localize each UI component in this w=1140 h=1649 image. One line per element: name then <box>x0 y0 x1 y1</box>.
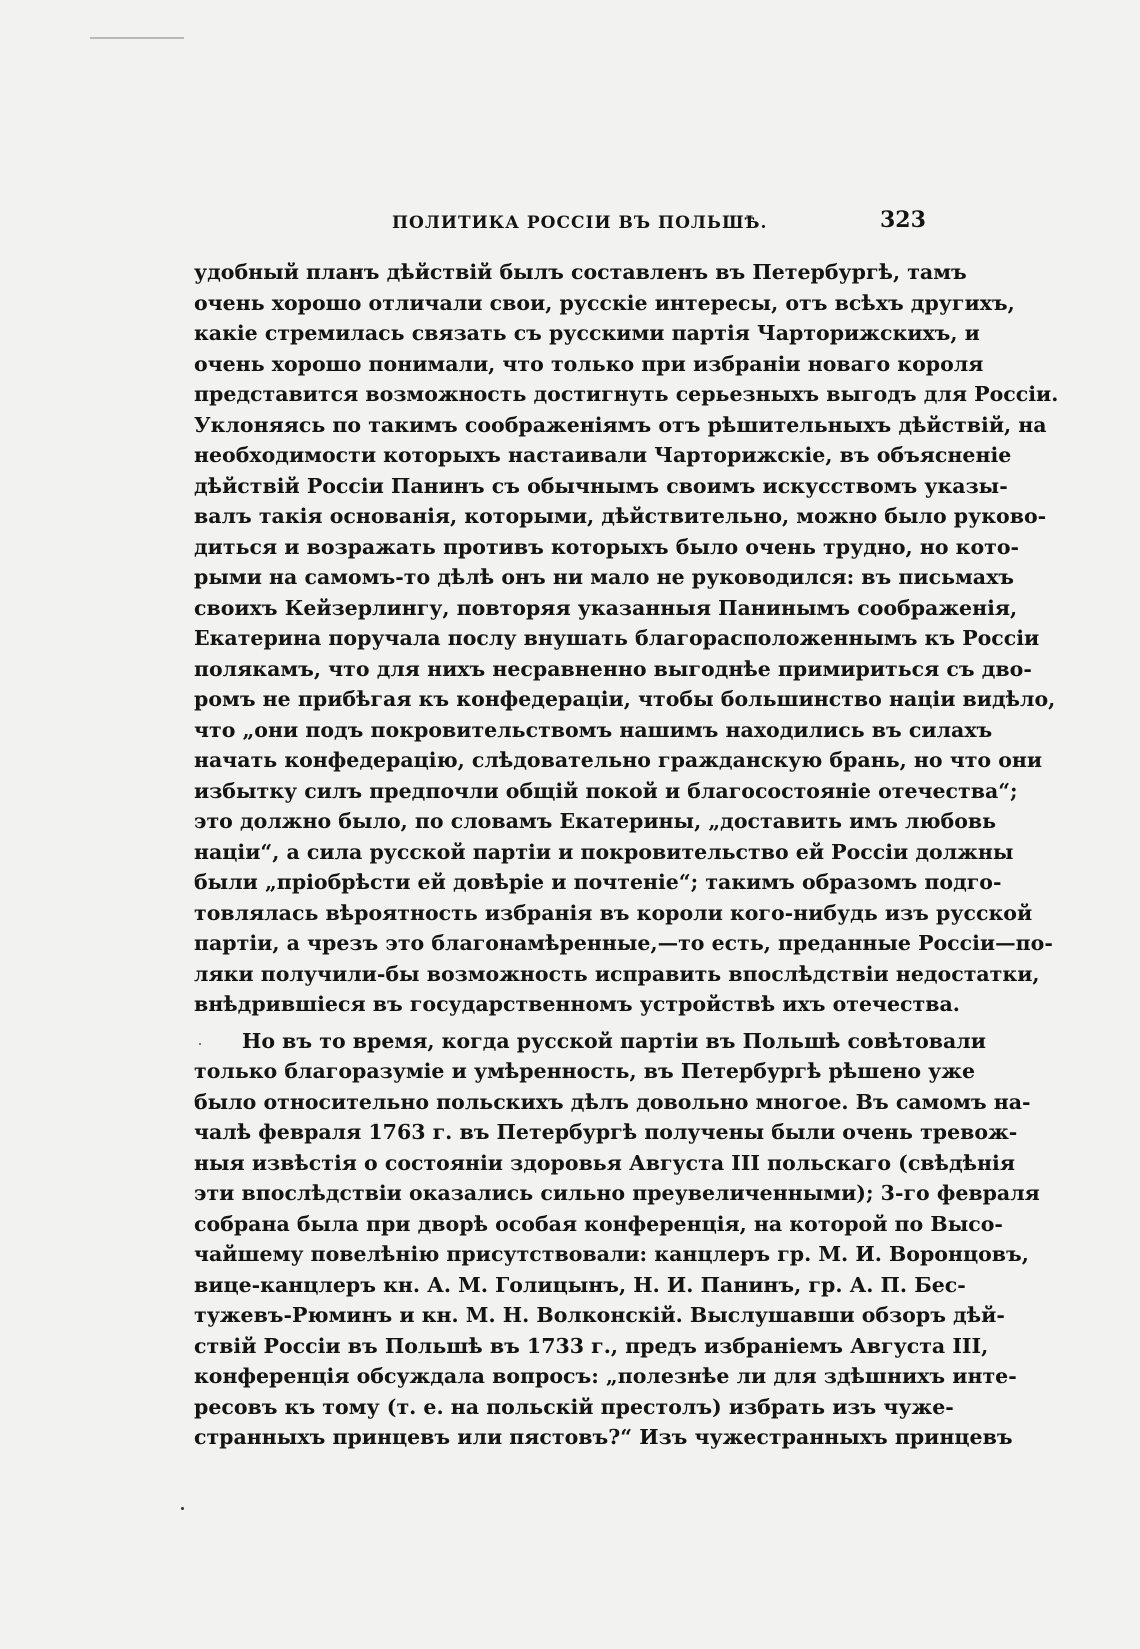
page-number: 323 <box>880 207 926 233</box>
text-line: Уклоняясь по такимъ соображеніямъ отъ рѣшительныхъ дѣйствій, на <box>194 412 1047 437</box>
text-line: очень хорошо понимали, что только при избраніи новаго короля <box>194 351 984 376</box>
text-line: Но въ то время, когда русской партіи въ Польшѣ совѣтовали <box>242 1028 986 1053</box>
text-line: очень хорошо отличали свои, русскіе интересы, отъ всѣхъ другихъ, <box>194 290 1015 315</box>
bottom-ink-dot <box>181 1507 184 1510</box>
text-line: это должно было, по словамъ Екатерины, „доставить имъ любовь <box>194 809 997 833</box>
text-line: избытку силъ предпочли общій покой и благосостояніе отечества“; <box>194 778 1018 803</box>
text-line: чалѣ февраля 1763 г. въ Петербургѣ получены были очень тревож- <box>194 1120 1018 1144</box>
text-line: товлялась вѣроятность избранія въ короли кого-нибудь изъ русской <box>194 900 1033 925</box>
running-header-title: ПОЛИТИКА РОССІИ ВЪ ПОЛЬШѢ. <box>392 213 768 233</box>
text-line: удобный планъ дѣйствій былъ составленъ въ Петербургѣ, тамъ <box>194 260 967 284</box>
text-line: ресовъ къ тому (т. е. на польскій престолъ) избрать изъ чуже- <box>194 1394 954 1419</box>
text-line: ствій Россіи въ Польшѣ въ 1733 г., предъ избраніемъ Августа III, <box>194 1333 989 1358</box>
text-line: внѣдрившіеся въ государственномъ устройствѣ ихъ отечества. <box>194 992 960 1016</box>
text-line: рыми на самомъ-то дѣлѣ онъ ни мало не руководился: въ письмахъ <box>194 565 1015 589</box>
top-edge-rule <box>90 37 184 39</box>
text-line: націи“, а сила русской партіи и покровительство ей Россіи должны <box>194 839 1014 864</box>
text-line: было относительно польскихъ дѣлъ довольно многое. Въ самомъ на- <box>194 1089 1031 1114</box>
text-line: начать конфедерацію, слѣдовательно гражданскую брань, но что они <box>194 748 1043 772</box>
paragraph-1 <box>194 257 1059 1020</box>
text-line: ляки получили-бы возможность исправить впослѣдствіи недостатки, <box>194 961 1040 986</box>
text-line: дѣйствій Россіи Панинъ съ обычнымъ своимъ искусствомъ указы- <box>194 473 1008 498</box>
text-line: Екатерина поручала послу внушать благорасположеннымъ къ Россіи <box>194 626 1040 650</box>
text-line: ныя извѣстія о состояніи здоровья Августа III польскаго (свѣдѣнія <box>194 1150 1015 1175</box>
text-line: что „они подъ покровительствомъ нашимъ находились въ силахъ <box>194 717 993 742</box>
text-line: валъ такія основанія, которыми, дѣйствительно, можно было руково- <box>194 504 1047 528</box>
text-line: эти впослѣдствіи оказались сильно преувеличенными); 3-го февраля <box>194 1181 1040 1205</box>
text-line: странныхъ принцевъ или пястовъ?“ Изъ чужестранныхъ принцевъ <box>194 1425 1013 1449</box>
text-line: собрана была при дворѣ особая конференція, на которой по Высо- <box>194 1211 1003 1236</box>
text-line: представится возможность достигнуть серьезныхъ выгодъ для Россіи. <box>194 382 1059 406</box>
text-line: своихъ Кейзерлингу, повторяя указанныя Панинымъ соображенія, <box>194 595 1018 620</box>
paragraph-2 <box>194 1026 1040 1453</box>
body-text <box>194 257 1059 1453</box>
text-line: вице-канцлеръ кн. А. М. Голицынъ, Н. И. Панинъ, гр. А. П. Бес- <box>194 1272 966 1297</box>
text-line: только благоразуміе и умѣренность, въ Петербургѣ рѣшено уже <box>194 1059 976 1083</box>
text-line: партіи, а чрезъ это благонамѣренные,—то есть, преданные Россіи—по- <box>194 931 1053 955</box>
text-line: какіе стремилась связать съ русскими партія Чарторижскихъ, и <box>194 321 980 345</box>
text-line: ромъ не прибѣгая къ конфедераціи, чтобы большинство націи видѣло, <box>194 687 1056 711</box>
text-line: необходимости которыхъ настаивали Чарторижскіе, въ объясненіе <box>194 443 1012 467</box>
text-line: диться и возражать противъ которыхъ было очень трудно, но кото- <box>194 534 1020 559</box>
text-line: конференція обсуждала вопросъ: „полезнѣе ли для здѣшнихъ инте- <box>194 1364 1017 1388</box>
text-line: полякамъ, что для нихъ несравненно выгоднѣе примириться съ дво- <box>194 656 1032 681</box>
text-line: были „пріобрѣсти ей довѣріе и почтеніе“; такимъ образомъ подго- <box>194 870 1002 894</box>
text-line: чайшему повелѣнію присутствовали: канцлеръ гр. М. И. Воронцовъ, <box>194 1242 1029 1266</box>
text-line: тужевъ-Рюминъ и кн. М. Н. Волконскій. Выслушавши обзоръ дѣй- <box>194 1303 1005 1327</box>
